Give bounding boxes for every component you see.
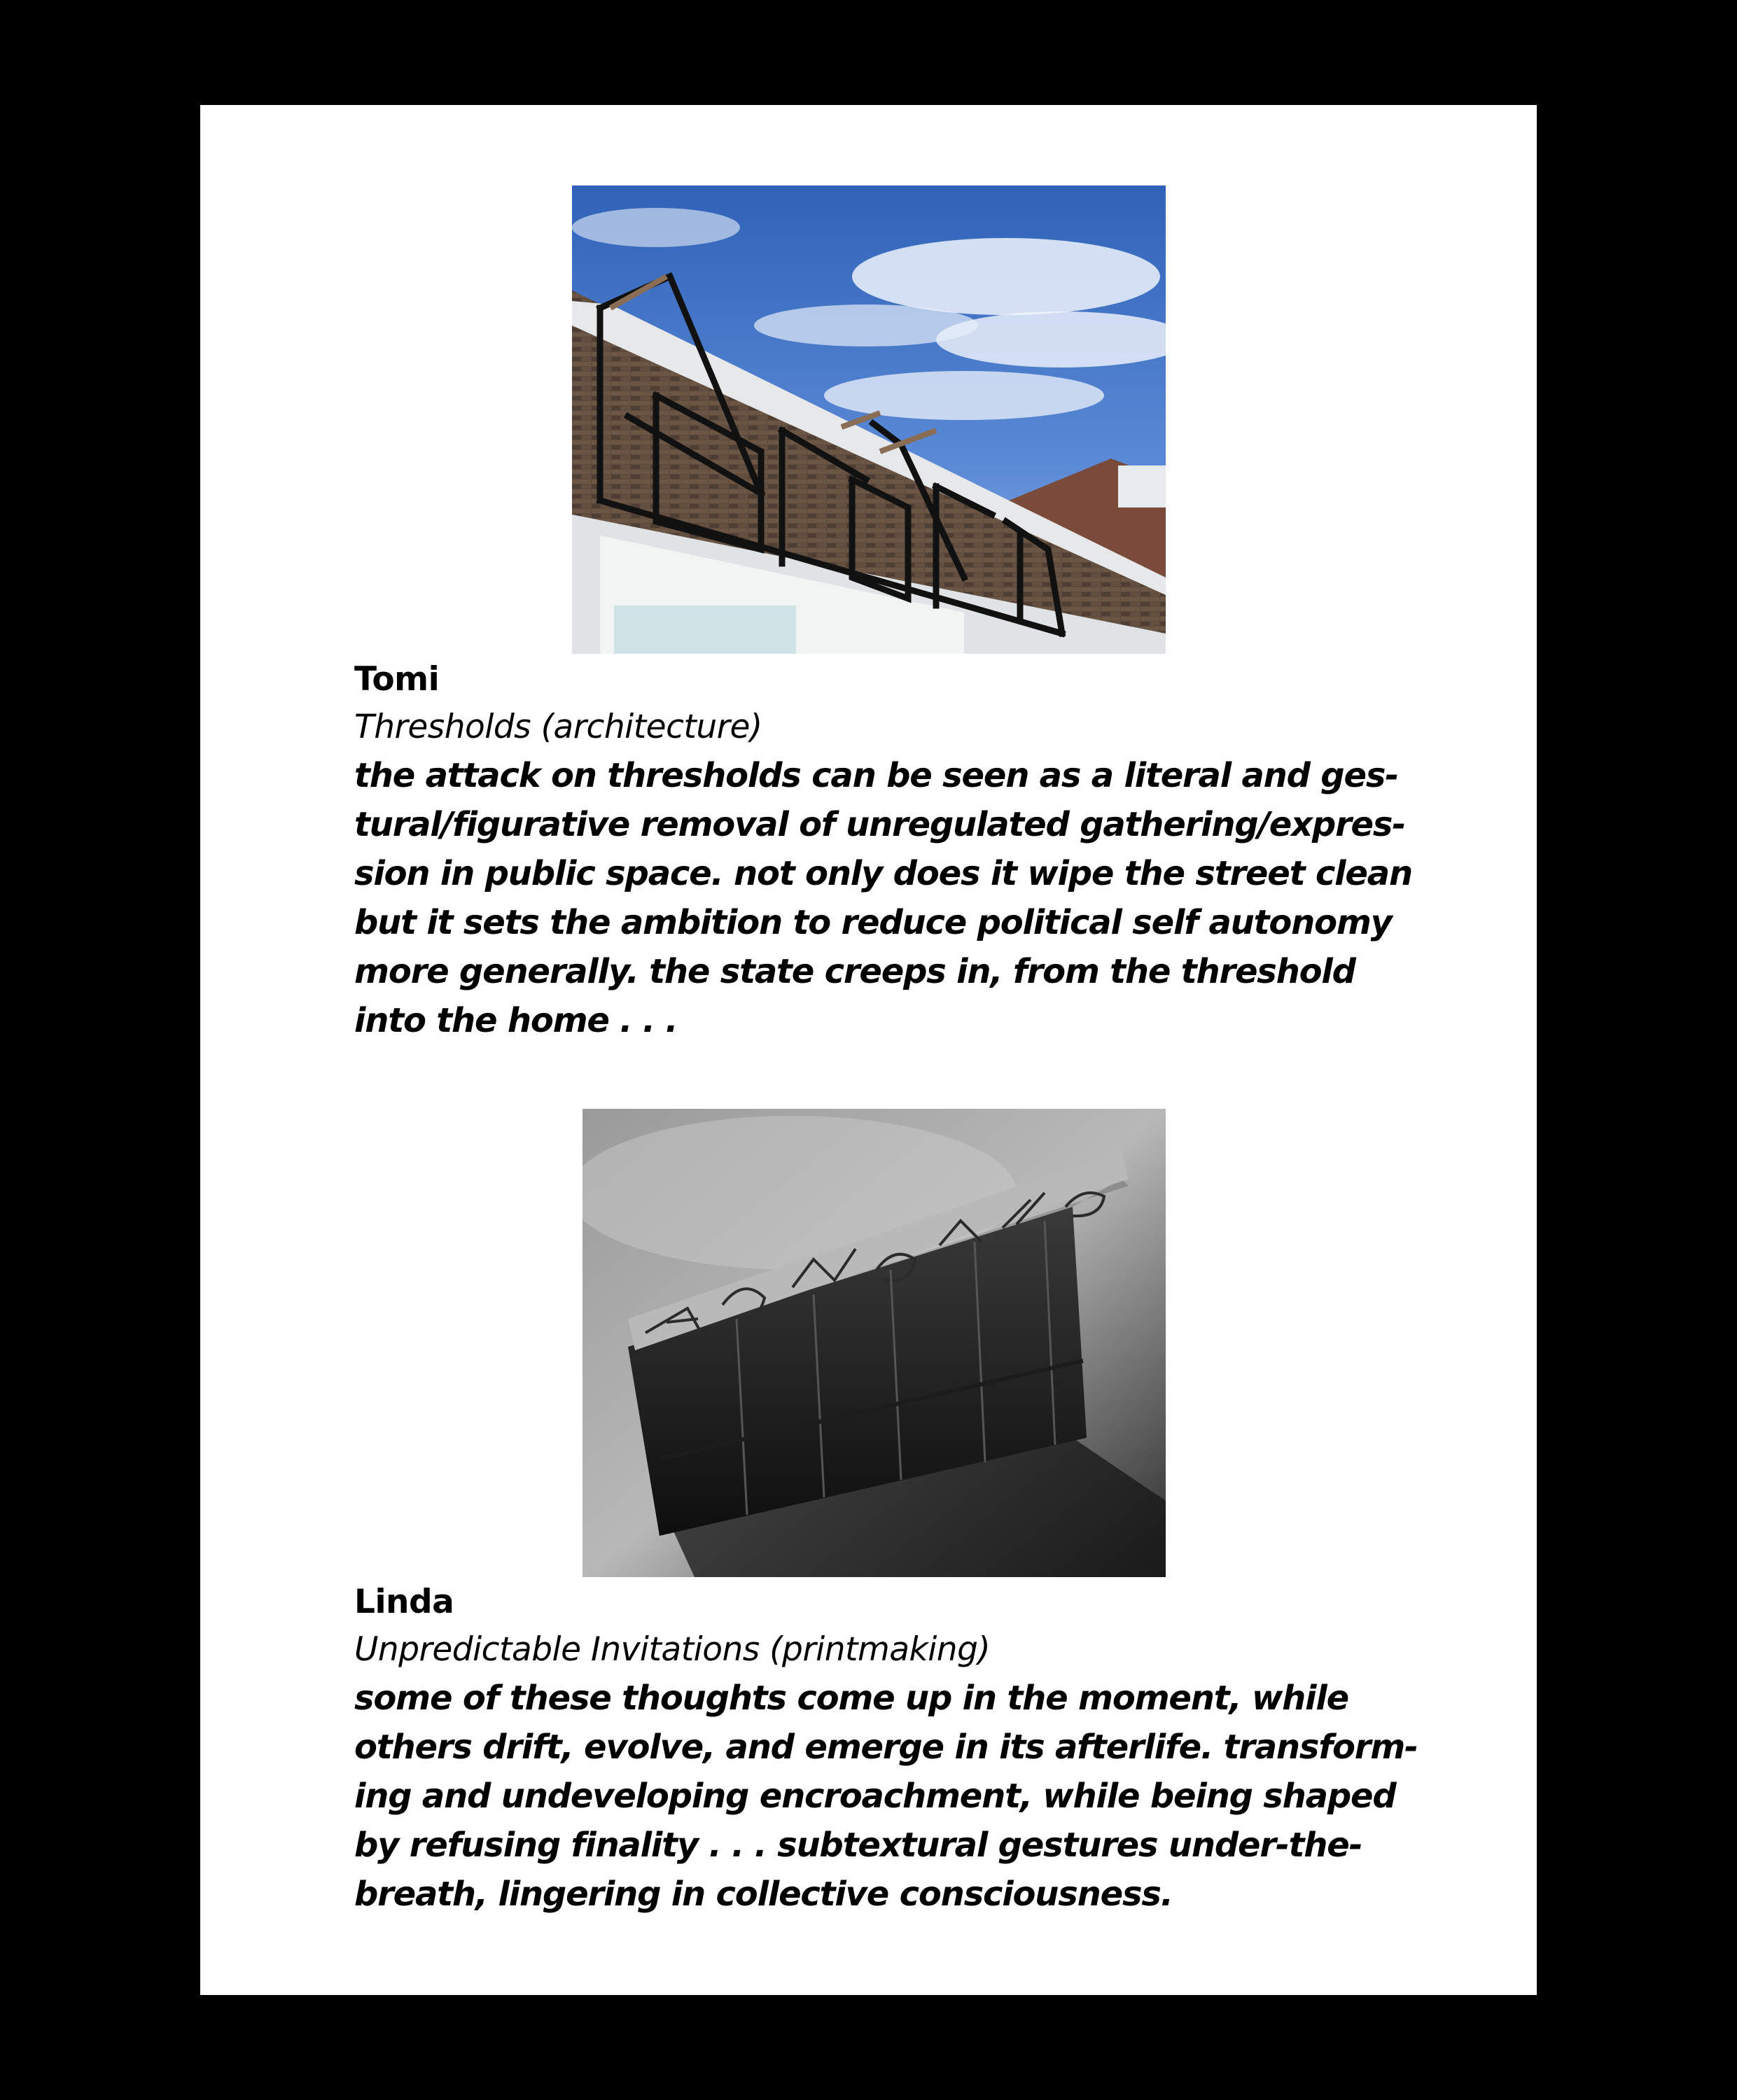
entry-tomi [354, 657, 1446, 1045]
architecture-photo-illustration [572, 186, 1166, 654]
description-line: breath, lingering in collective consciousness. [354, 1875, 1173, 1914]
metal-frame-scaffolding-on-building-photo [572, 186, 1166, 654]
description-line: more generally. the state creeps in, from the threshold [354, 952, 1355, 991]
description-line: others drift, evolve, and emerge in its afterlife. transform- [354, 1728, 1418, 1767]
artist-name: Linda [354, 1583, 454, 1621]
description-line: the attack on thresholds can be seen as a literal and ges- [354, 756, 1398, 795]
printmaking-photo-illustration [583, 1109, 1166, 1577]
letterpress-type-blocks-photo [583, 1109, 1166, 1577]
entry-linda [354, 1579, 1446, 1919]
work-title: Thresholds (architecture) [354, 708, 762, 746]
description-line: some of these thoughts come up in the moment, while [354, 1679, 1349, 1718]
work-title: Unpredictable Invitations (printmaking) [354, 1630, 991, 1669]
description-line: into the home . . . [354, 1001, 678, 1040]
entry-description [354, 1674, 1446, 1919]
description-line: by refusing finality . . . subtextural gestures under-the- [354, 1826, 1362, 1865]
description-line: tural/figurative removal of unregulated gathering/expres- [354, 805, 1405, 844]
artist-name: Tomi [354, 660, 440, 699]
description-line: ing and undeveloping encroachment, while being shaped [354, 1777, 1396, 1816]
description-line: sion in public space. not only does it wipe the street clean [354, 854, 1412, 893]
description-line: but it sets the ambition to reduce political self autonomy [354, 903, 1392, 942]
document-page [200, 105, 1537, 1995]
entry-description [354, 751, 1446, 1045]
